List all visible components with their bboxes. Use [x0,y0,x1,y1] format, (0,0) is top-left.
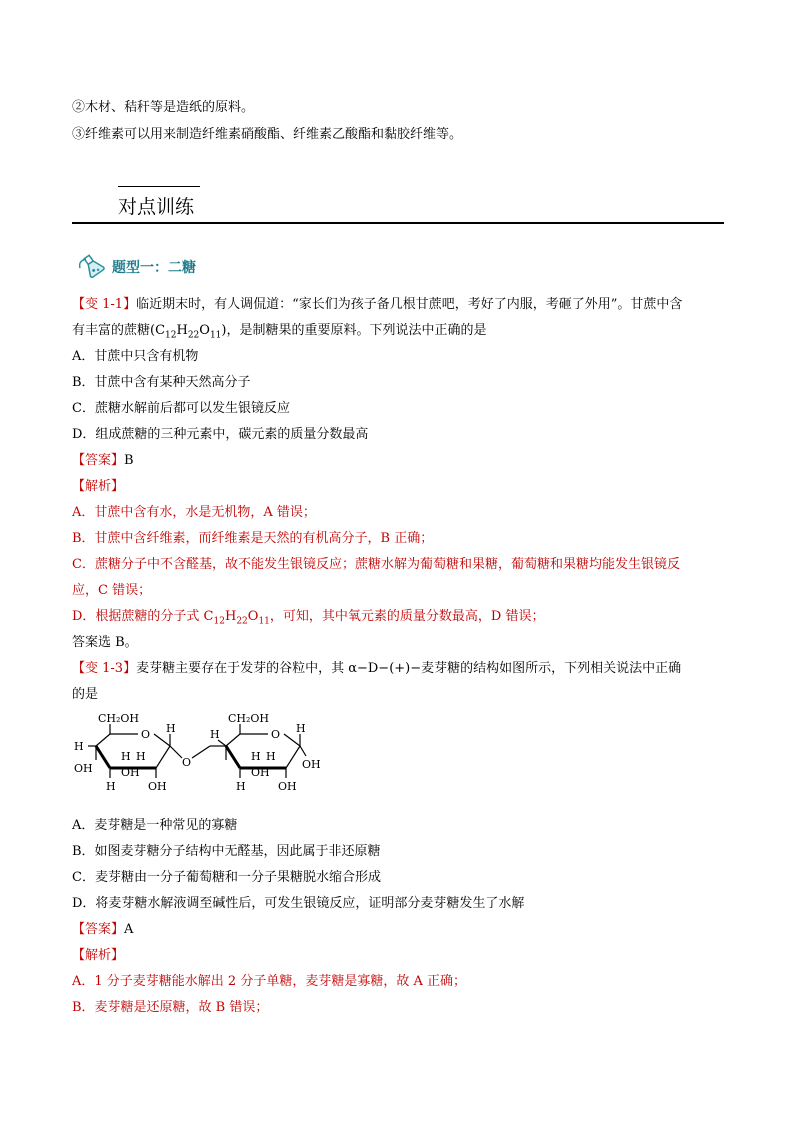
q1-analysis-d-post: ，可知，其中氧元素的质量分数最高，D 错误； [269,609,545,624]
q1-analysis-d-sub-h: 22 [236,616,248,627]
q1-sub-o: 11 [209,330,222,341]
type-heading [76,252,196,282]
oh-label-c3-2: OH [251,766,270,779]
q1-option-d: D．组成蔗糖的三种元素中，碳元素的质量分数最高 [72,427,369,442]
ch2oh-label-2: CH₂OH [228,712,270,725]
maltose-structure-diagram [70,712,330,808]
q1-stem-text-2b: )，是制糖果的重要原料。下列说法中正确的是 [221,323,487,338]
q1-analysis-d [72,608,544,631]
ring-o-label-2: O [271,728,281,741]
h-label-c5-2: H [251,750,261,763]
h-label-anomeric-2: H [296,722,306,735]
q2-answer-value: A [124,922,134,937]
section-title-overline [118,186,200,187]
q1-sub-h: 22 [187,330,200,341]
h-label-c5-1: H [121,750,131,763]
q2-option-b: B．如图麦芽糖分子结构中无醛基，因此属于非还原糖 [72,844,381,859]
q1-answer [72,452,134,470]
h-label-c2-2: H [266,750,276,763]
h-label-c4-1: H [74,740,84,753]
q1-analysis-d-o: O [247,609,259,624]
q1-stem-line-1 [72,296,682,314]
q1-sub-c: 12 [165,330,177,341]
q1-stem-line-2 [72,322,486,345]
section-title: 对点训练 [118,196,195,218]
q1-analysis-d-sub-o: 11 [258,616,270,627]
q1-analysis-d-sub-c: 12 [213,616,225,627]
oh-label-c3-1: OH [121,766,140,779]
intro-line-2: ②木材、秸秆等是造纸的原料。 [72,100,255,115]
oh-label-c2-1: OH [148,780,167,793]
ring-o-label-1: O [141,728,151,741]
q1-conclusion: 答案选 B。 [72,635,138,650]
h-label-c3-2: H [236,780,246,793]
q2-stem-line-2: 的是 [72,687,99,702]
flask-icon [76,252,106,282]
q1-analysis-d-pre: D．根据蔗糖的分子式 C [72,609,214,624]
ch2oh-label-1: CH₂OH [98,712,140,725]
h-label-c3-1: H [106,780,116,793]
q1-stem-text-1: 临近期末时，有人调侃道：“家长们为孩子备几根甘蔗吧，考好了内服，考砸了外用”。甘蔗中含 [136,297,683,312]
q1-analysis-b: B．甘蔗中含纤维素，而纤维素是天然的有机高分子，B 正确； [72,531,434,546]
h-label-c2-1: H [136,750,146,763]
bridge-o-label: O [182,756,192,769]
q1-option-a: A．甘蔗中只含有机物 [72,349,199,364]
q1-o: O [199,323,210,338]
intro-line-3: ③纤维素可以用来制造纤维素硝酸酯、纤维素乙酸酯和黏胶纤维等。 [72,127,463,142]
q1-answer-value: B [124,453,134,468]
section-divider [72,222,724,224]
q1-stem-text-2a: 有丰富的蔗糖(C [72,323,166,338]
q2-answer [72,921,133,939]
q2-analysis-b: B．麦芽糖是还原糖，故 B 错误； [72,1000,269,1015]
q2-stem-text-1: 麦芽糖主要存在于发芽的谷粒中，其 α−D−(+)−麦芽糖的结构如图所示，下列相关说法中正确 [136,661,682,676]
q1-option-c: C．蔗糖水解前后都可以发生银镜反应 [72,401,290,416]
q1-h: H [176,323,188,338]
q2-answer-tag: 【答案】 [72,922,125,937]
q2-option-d: D．将麦芽糖水解液调至碱性后，可发生银镜反应，证明部分麦芽糖发生了水解 [72,896,525,911]
q2-option-a: A．麦芽糖是一种常见的寡糖 [72,818,238,833]
q1-analysis-c-1: C．蔗糖分子中不含醛基，故不能发生银镜反应；蔗糖水解为葡萄糖和果糖，葡萄糖和果糖均能发生银镜反 [72,557,680,572]
q1-option-b: B．甘蔗中含有某种天然高分子 [72,375,251,390]
q1-answer-tag: 【答案】 [72,453,125,468]
q2-option-c: C．麦芽糖由一分子葡萄糖和一分子果糖脱水缩合形成 [72,870,381,885]
q2-analysis-tag: 【解析】 [72,948,125,963]
oh-label-c2-2: OH [278,780,297,793]
h-label-anomeric-1: H [166,722,176,735]
q1-analysis-tag: 【解析】 [72,479,125,494]
type-heading-label: 题型一：二糖 [112,260,196,276]
q1-tag: 【变 1-1】 [72,297,137,312]
q2-stem-line-1 [72,660,681,678]
h-label-c4-2: H [210,728,220,741]
q1-analysis-a: A．甘蔗中含有水，水是无机物，A 错误； [72,505,316,520]
q2-analysis-a: A．1 分子麦芽糖能水解出 2 分子单糖，麦芽糖是寡糖，故 A 正确； [72,974,466,989]
oh-label-anomeric-2: OH [302,758,321,771]
q1-analysis-c-2: 应，C 错误； [72,583,152,598]
oh-label-c4-1: OH [74,762,93,775]
q1-analysis-d-h: H [224,609,237,624]
q2-tag: 【变 1-3】 [72,661,137,676]
